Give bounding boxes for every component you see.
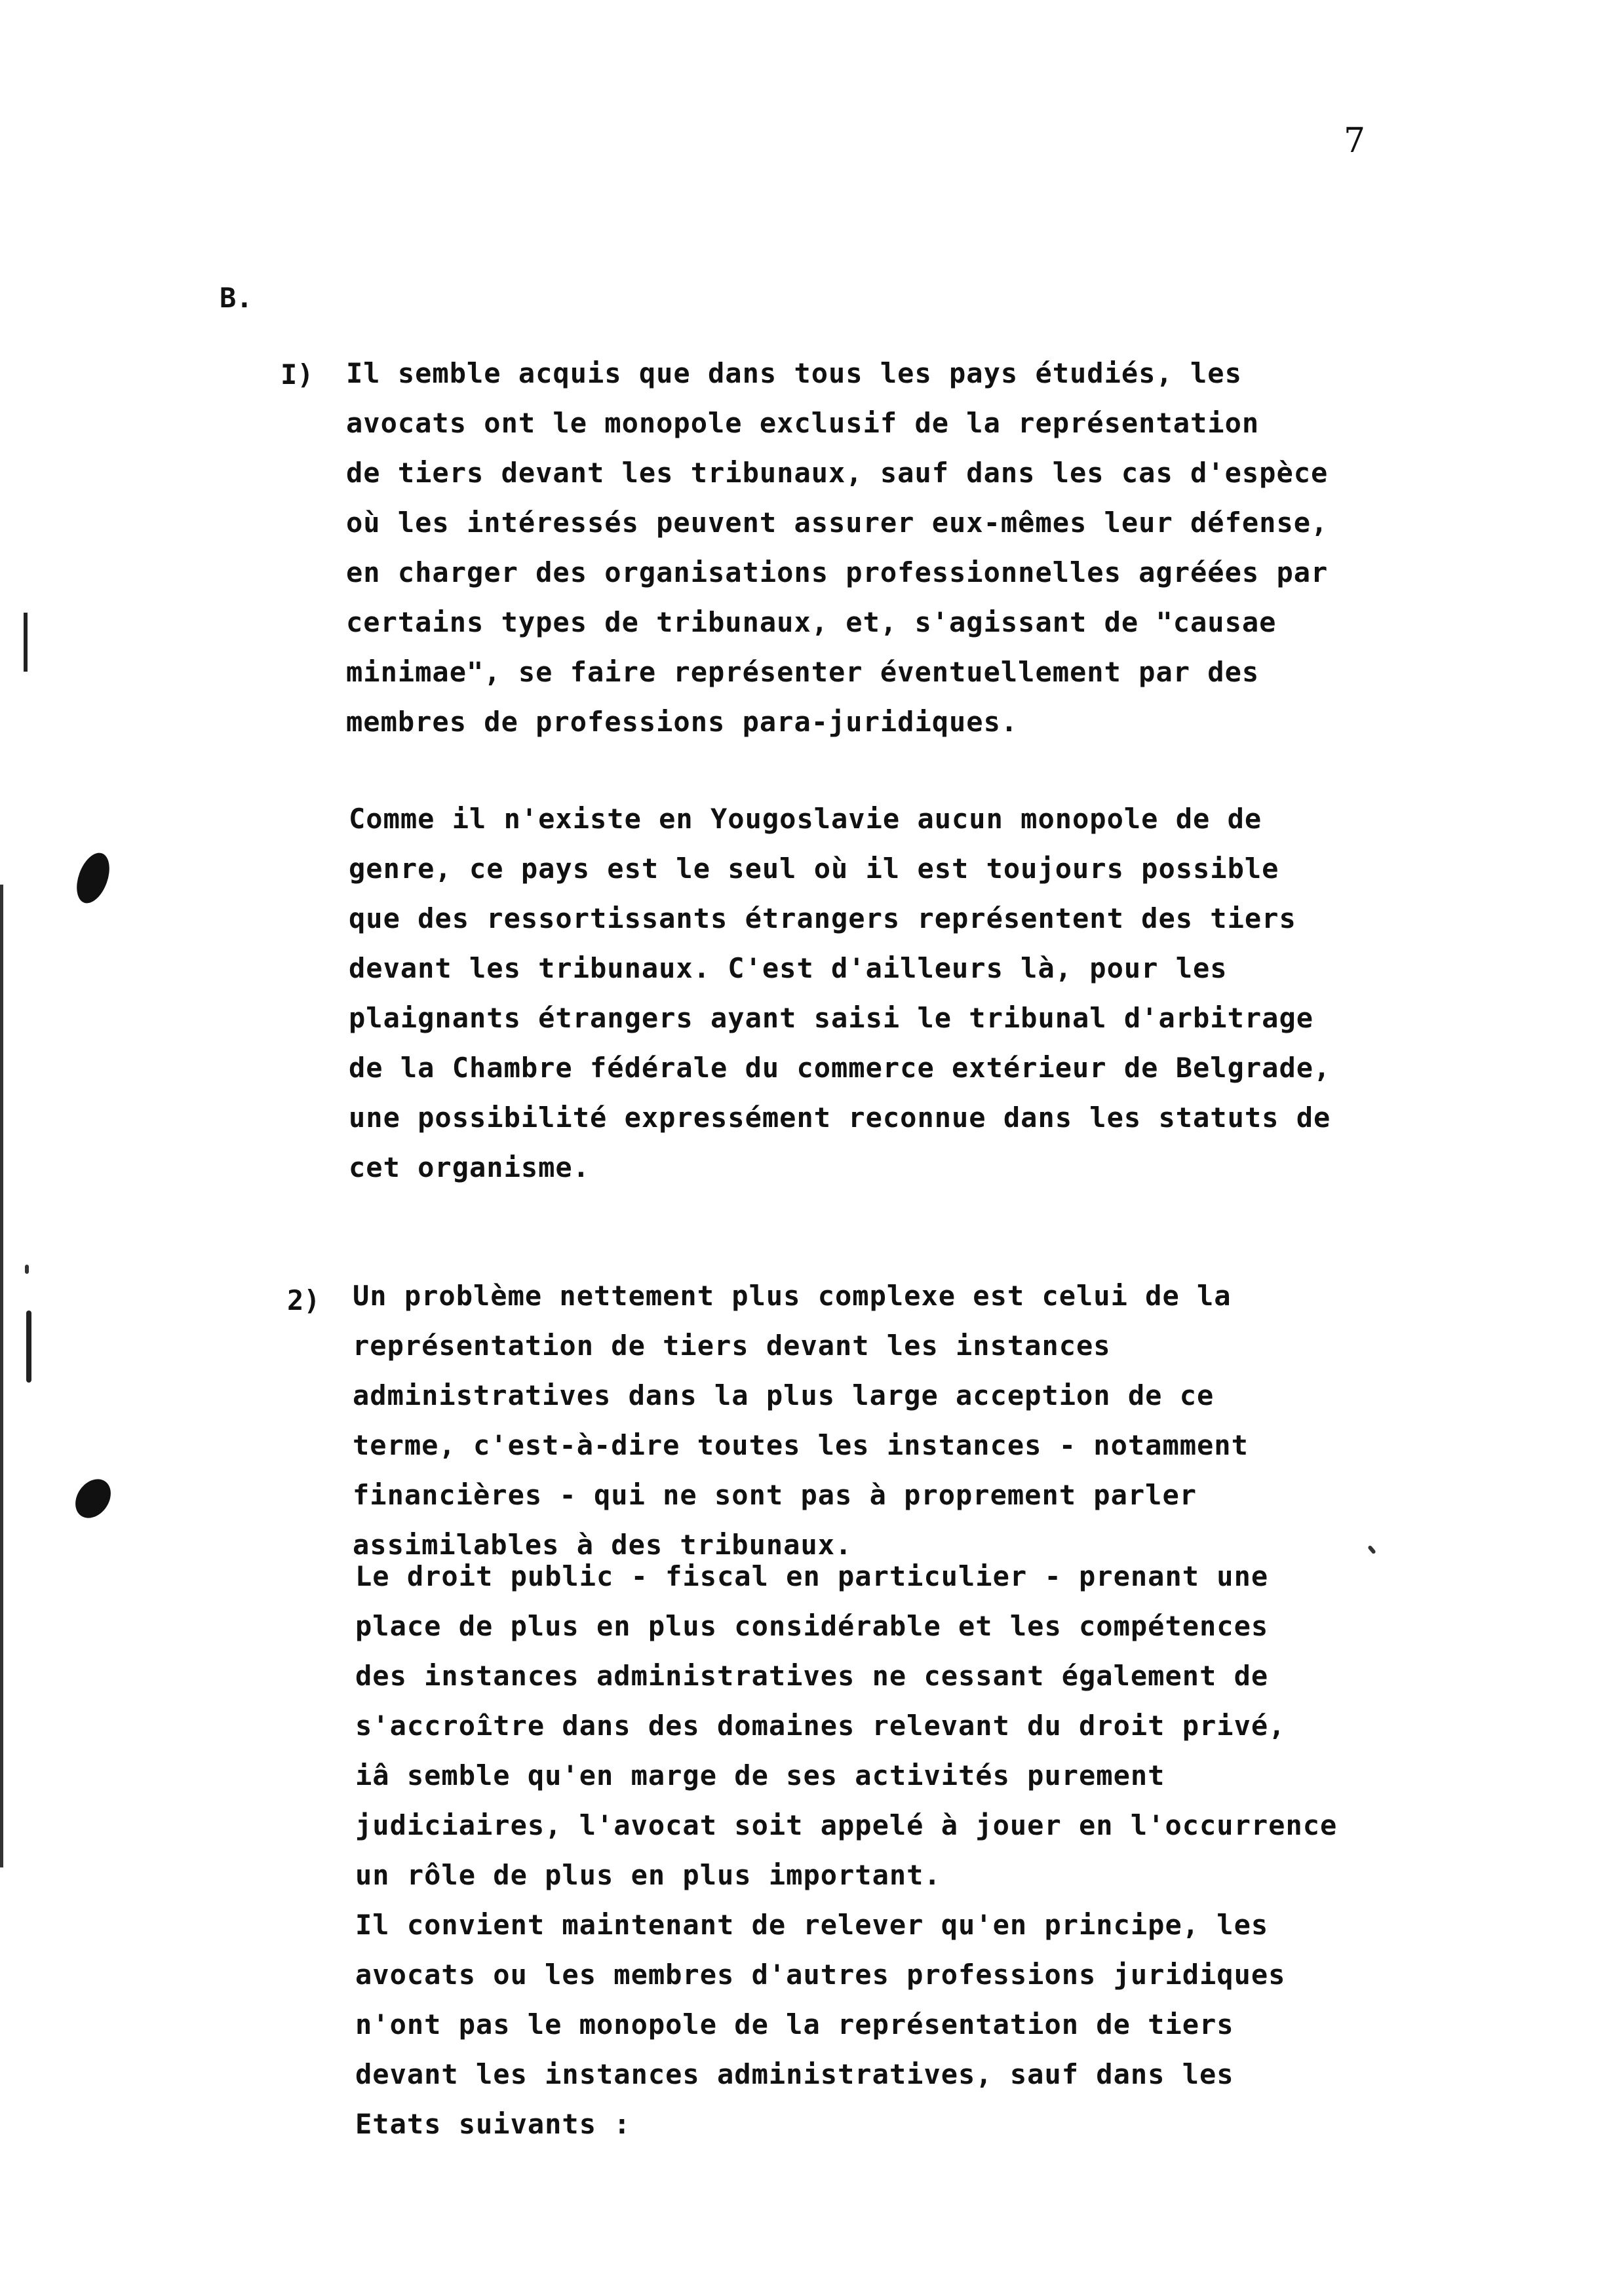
- text-line: financières - qui ne sont pas à proprement parler: [353, 1479, 1197, 1511]
- punch-hole-mark-bottom: [68, 1472, 118, 1525]
- text-line: membres de professions para-juridiques.: [346, 706, 1019, 738]
- item-1-paragraph-1: [346, 349, 1328, 747]
- page-edge-shadow: [0, 885, 3, 1867]
- text-line: des instances administratives ne cessant également de: [355, 1660, 1269, 1692]
- section-heading: B.: [220, 282, 253, 314]
- margin-mark-top: [24, 613, 28, 672]
- item-2-paragraph-1: [353, 1271, 1249, 1570]
- item-1-paragraph-2: [349, 794, 1331, 1193]
- text-line: où les intéressés peuvent assurer eux-mêmes leur défense,: [346, 507, 1329, 539]
- text-line: de la Chambre fédérale du commerce extérieur de Belgrade,: [349, 1052, 1331, 1084]
- text-line: un rôle de plus en plus important.: [355, 1859, 941, 1891]
- text-line: cet organisme.: [349, 1151, 591, 1183]
- text-line: Un problème nettement plus complexe est celui de la: [353, 1280, 1232, 1312]
- text-line: terme, c'est-à-dire toutes les instances - notamment: [353, 1429, 1249, 1461]
- text-line: Il convient maintenant de relever qu'en principe, les: [355, 1909, 1269, 1941]
- text-line: Etats suivants :: [355, 2108, 631, 2140]
- stray-mark: [1367, 1545, 1376, 1555]
- text-line: place de plus en plus considérable et les compétences: [355, 1610, 1269, 1642]
- text-line: une possibilité expressément reconnue dans les statuts de: [349, 1101, 1331, 1134]
- item-2-paragraph-3: [355, 1900, 1285, 2149]
- text-line: judiciaires, l'avocat soit appelé à jouer en l'occurrence: [355, 1809, 1338, 1841]
- text-line: Le droit public - fiscal en particulier - prenant une: [355, 1560, 1269, 1592]
- text-line: Comme il n'existe en Yougoslavie aucun monopole de de: [349, 803, 1262, 835]
- text-line: en charger des organisations professionnelles agréées par: [346, 556, 1329, 588]
- stray-mark: [25, 1265, 29, 1274]
- text-line: avocats ont le monopole exclusif de la représentation: [346, 407, 1260, 439]
- item-2-paragraph-2: [355, 1552, 1337, 1900]
- text-line: genre, ce pays est le seul où il est toujours possible: [349, 852, 1279, 885]
- text-line: que des ressortissants étrangers représentent des tiers: [349, 902, 1296, 934]
- item-2-marker: 2): [287, 1284, 321, 1316]
- text-line: de tiers devant les tribunaux, sauf dans les cas d'espèce: [346, 457, 1329, 489]
- text-line: avocats ou les membres d'autres professions juridiques: [355, 1959, 1286, 1991]
- text-line: devant les tribunaux. C'est d'ailleurs là, pour les: [349, 952, 1228, 984]
- text-line: plaignants étrangers ayant saisi le tribunal d'arbitrage: [349, 1002, 1314, 1034]
- page-number: 7: [1344, 121, 1366, 161]
- text-line: représentation de tiers devant les instances: [353, 1330, 1111, 1362]
- text-line: devant les instances administratives, sauf dans les: [355, 2058, 1234, 2090]
- text-line: certains types de tribunaux, et, s'agissant de "causae: [346, 606, 1277, 638]
- text-line: iâ semble qu'en marge de ses activités purement: [355, 1759, 1165, 1791]
- text-line: n'ont pas le monopole de la représentation de tiers: [355, 2008, 1234, 2040]
- punch-hole-mark-top: [71, 849, 116, 908]
- text-line: assimilables à des tribunaux.: [353, 1529, 853, 1561]
- text-line: minimae", se faire représenter éventuellement par des: [346, 656, 1260, 688]
- text-line: administratives dans la plus large acception de ce: [353, 1379, 1215, 1411]
- text-line: Il semble acquis que dans tous les pays étudiés, les: [346, 357, 1242, 389]
- item-1-marker: I): [281, 358, 314, 391]
- text-line: s'accroître dans des domaines relevant du droit privé,: [355, 1710, 1286, 1742]
- margin-mark-bottom: [26, 1311, 31, 1383]
